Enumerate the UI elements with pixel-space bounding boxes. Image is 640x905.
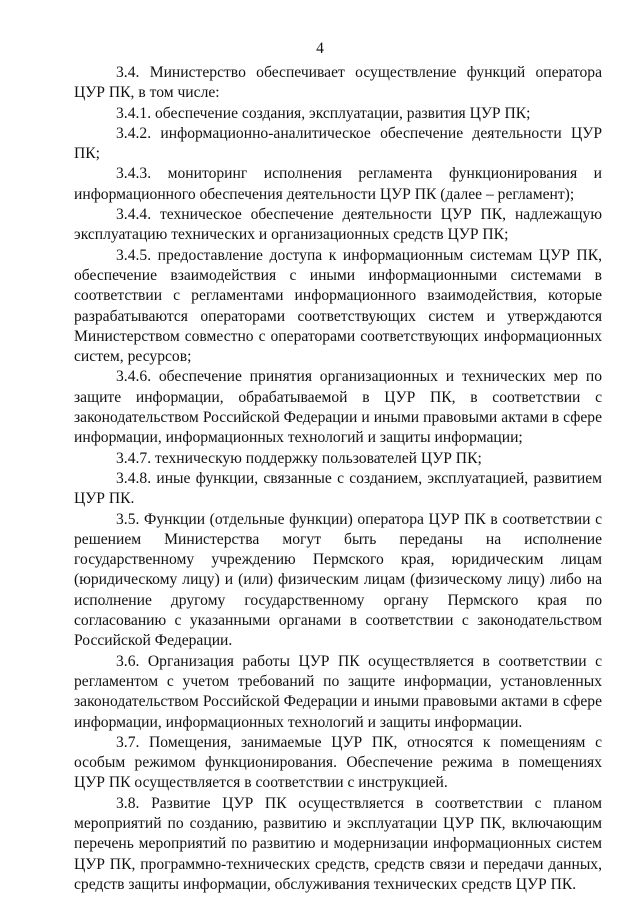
paragraph-3-4-3: 3.4.3. мониторинг исполнения регламента функционирования и информационного обеспечения деятельности ЦУР ПК (далее – регламент); bbox=[74, 165, 602, 203]
paragraph-3-4-6: 3.4.6. обеспечение принятия организационных и технических мер по защите информации, обрабатываемой в ЦУР ПК, в соответствии с законодательством Российской Федерации и иными правовыми актами в сфере информации, информационных технологий и защиты информации; bbox=[74, 368, 602, 447]
paragraph-3-4-7: 3.4.7. техническую поддержку пользователей ЦУР ПК; bbox=[116, 449, 482, 467]
page-number: 4 bbox=[316, 40, 324, 57]
paragraph-3-4-4: 3.4.4. техническое обеспечение деятельности ЦУР ПК, надлежащую эксплуатацию технических и организационных средств ЦУР ПК; bbox=[74, 206, 602, 244]
paragraph-3-8: 3.8. Развитие ЦУР ПК осуществляется в соответствии с планом мероприятий по созданию, развитию и эксплуатации ЦУР ПК, включающим перечень мероприятий по развитию и модернизации информационных систем ЦУР ПК, программно-технических средств, средств связи и передачи данных, средств защиты информации, обслуживания технических средств ЦУР ПК. bbox=[74, 794, 602, 893]
paragraph-3-4: 3.4. Министерство обеспечивает осуществление функций оператора ЦУР ПК, в том числе: bbox=[74, 64, 602, 102]
document-body bbox=[74, 63, 602, 895]
paragraph-3-6: 3.6. Организация работы ЦУР ПК осуществляется в соответствии с регламентом с учетом требований по защите информации, установленных законодательством Российской Федерации и иными правовыми актами в сфере информации, информационных технологий и защиты информации. bbox=[74, 652, 602, 731]
paragraph-3-4-8: 3.4.8. иные функции, связанные с созданием, эксплуатацией, развитием ЦУР ПК. bbox=[74, 469, 602, 508]
paragraph-3-4-1: 3.4.1. обеспечение создания, эксплуатации, развития ЦУР ПК; bbox=[116, 104, 531, 122]
paragraph-3-5: 3.5. Функции (отдельные функции) оператора ЦУР ПК в соответствии с решением Министерства могут быть переданы на исполнение государственному учреждению Пермского края, юридическим лицам (юридическому лицу) и (или) физическим лицам (физическому лицу) либо на исполнение другому государственному органу Пермского края по согласованию с указанными органами в соответствии с законодательством Российской Федерации. bbox=[74, 510, 602, 650]
paragraph-3-4-2: 3.4.2. информационно-аналитическое обеспечение деятельности ЦУР ПК; bbox=[74, 124, 602, 163]
paragraph-3-7: 3.7. Помещения, занимаемые ЦУР ПК, относятся к помещениям с особым режимом функционирования. Обеспечение режима в помещениях ЦУР ПК осуществляется в соответствии с инструкцией. bbox=[74, 733, 602, 792]
paragraph-3-4-5: 3.4.5. предоставление доступа к информационным системам ЦУР ПК, обеспечение взаимодействия с иными информационными системами в соответствии с регламентами информационного взаимодействия, которые разрабатываются операторами соответствующих систем и утверждаются Министерством совместно с операторами соответствующих информационных систем, ресурсов; bbox=[74, 246, 602, 366]
